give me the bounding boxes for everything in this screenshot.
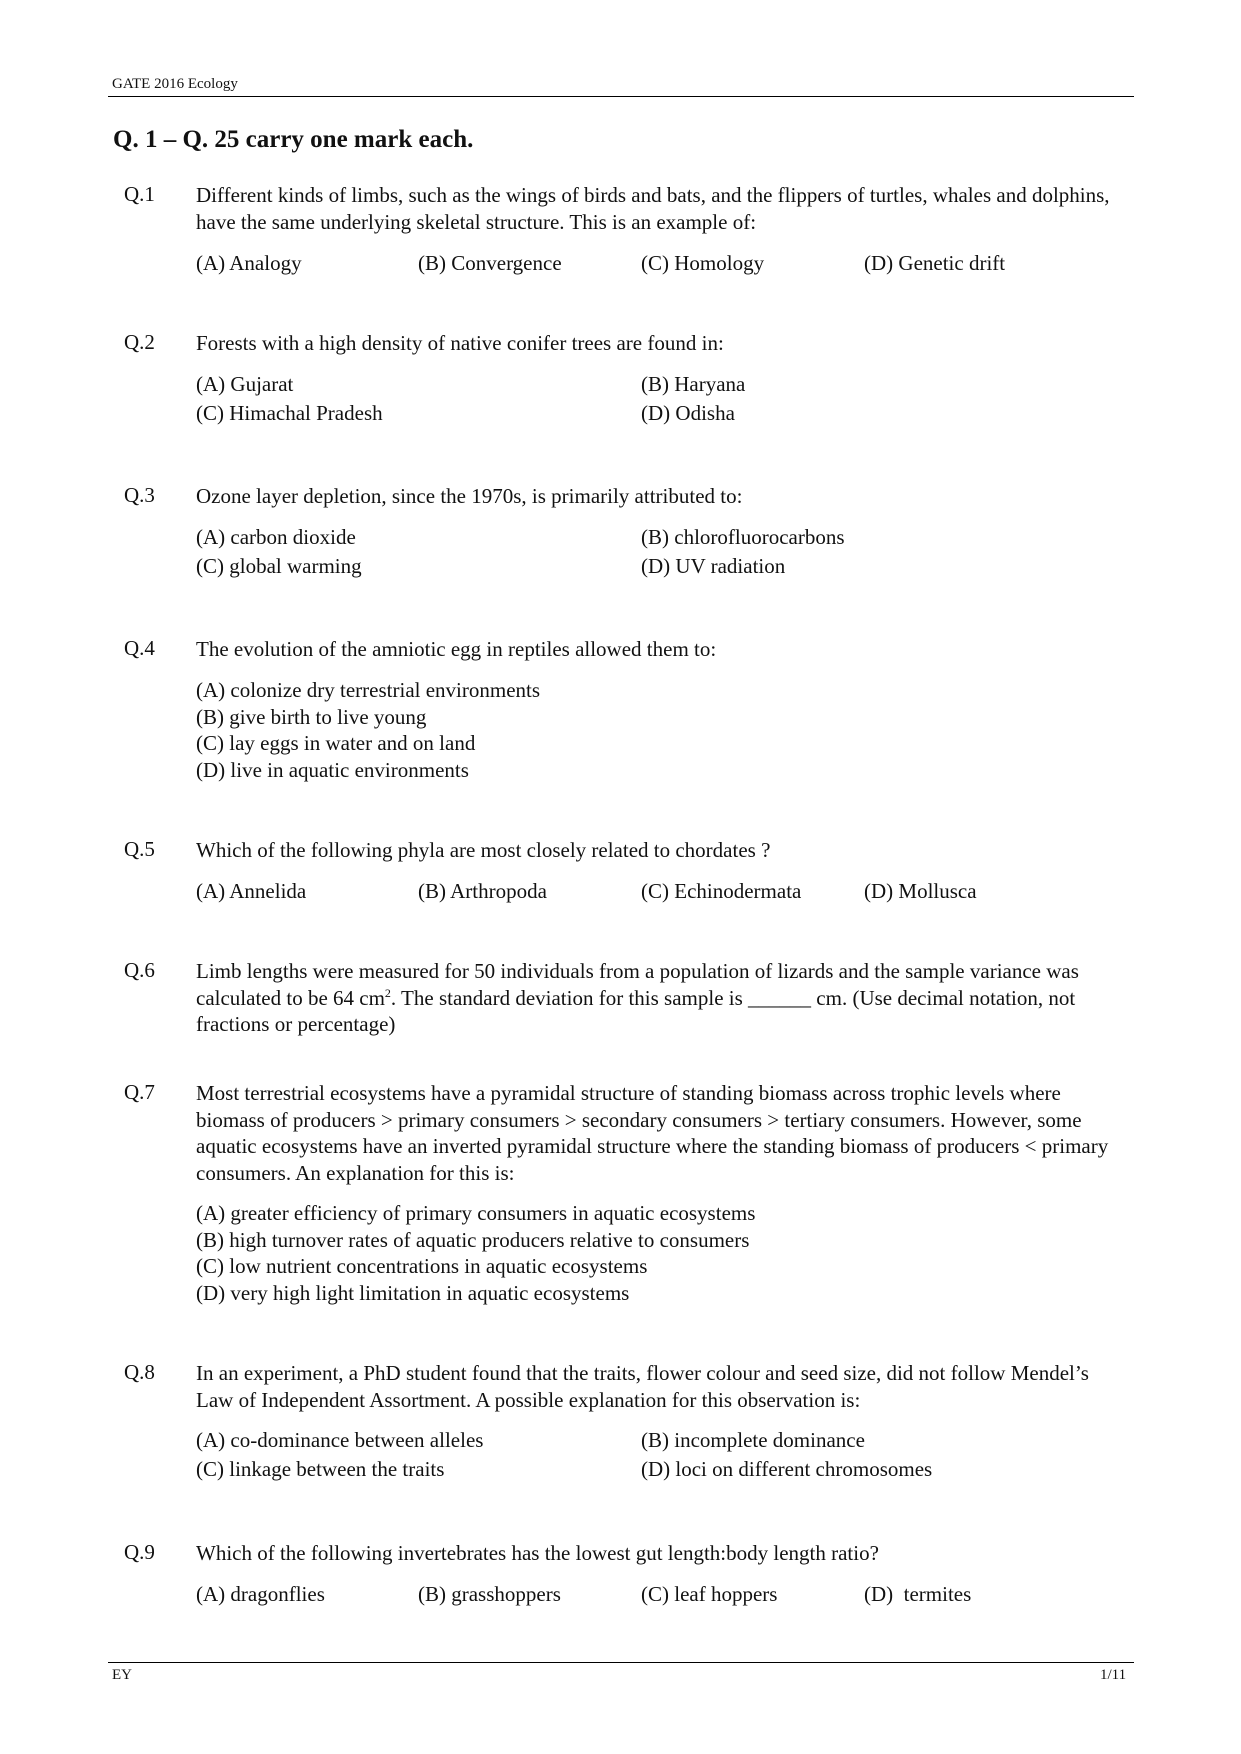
- option-d: (D) Mollusca: [864, 879, 977, 903]
- option-d: (D) termites: [864, 1582, 972, 1606]
- question-number: Q.4: [124, 636, 155, 660]
- option-d: (D) live in aquatic environments: [196, 758, 469, 782]
- option-b: (B) give birth to live young: [196, 705, 427, 729]
- question-text: Different kinds of limbs, such as the wings of birds and bats, and the flippers of turtles, whales and dolphins, have the same underlying skeletal structure. This is an example of:: [196, 183, 1110, 234]
- option-b: (B) Arthropoda: [418, 879, 547, 903]
- option-a: (A) greater efficiency of primary consumers in aquatic ecosystems: [196, 1201, 756, 1225]
- option-c: (C) leaf hoppers: [641, 1582, 778, 1606]
- option-d: (D) loci on different chromosomes: [641, 1457, 933, 1481]
- option-c: (C) low nutrient concentrations in aquatic ecosystems: [196, 1254, 648, 1278]
- option-b: (B) chlorofluorocarbons: [641, 525, 845, 549]
- option-b: (B) Haryana: [641, 372, 746, 396]
- question-text: Most terrestrial ecosystems have a pyramidal structure of standing biomass across trophic levels where biomass of producers > primary consumers > secondary consumers > tertiary consumers. However, some aquatic ecosystems have an inverted pyramidal structure where the standing biomass of producers < primary consumers. An explanation for this is:: [196, 1081, 1109, 1185]
- option-b: (B) Convergence: [418, 251, 562, 275]
- question-text: The evolution of the amniotic egg in reptiles allowed them to:: [196, 637, 717, 661]
- question-number: Q.9: [124, 1540, 155, 1564]
- option-a: (A) colonize dry terrestrial environments: [196, 678, 541, 702]
- header-divider: [108, 96, 1134, 97]
- option-d: (D) UV radiation: [641, 554, 786, 578]
- option-c: (C) linkage between the traits: [196, 1457, 445, 1481]
- option-a: (A) Analogy: [196, 251, 302, 275]
- question-text-part2: . The standard deviation for this sample is ______ cm. (Use decimal notation, not fractions or percentage): [196, 985, 1076, 1036]
- question-number: Q.1: [124, 182, 155, 206]
- option-a: (A) carbon dioxide: [196, 525, 356, 549]
- question-number: Q.5: [124, 837, 155, 861]
- question-text-part1: Limb lengths were measured for 50 individuals from a population of lizards and the sample variance was calculated to be 64 cm: [196, 959, 1079, 1010]
- question-number: Q.2: [124, 330, 155, 354]
- footer-code: EY: [112, 1667, 132, 1683]
- option-a: (A) Annelida: [196, 879, 307, 903]
- page-number: 1/11: [1100, 1667, 1127, 1683]
- option-c: (C) global warming: [196, 554, 362, 578]
- option-c: (C) lay eggs in water and on land: [196, 731, 476, 755]
- option-b: (B) grasshoppers: [418, 1582, 561, 1606]
- question-number: Q.8: [124, 1360, 155, 1384]
- section-title: Q. 1 – Q. 25 carry one mark each.: [113, 126, 474, 153]
- option-d: (D) Odisha: [641, 401, 735, 425]
- question-number: Q.6: [124, 958, 155, 982]
- option-d: (D) Genetic drift: [864, 251, 1006, 275]
- option-a: (A) co-dominance between alleles: [196, 1428, 484, 1452]
- question-number: Q.3: [124, 483, 155, 507]
- option-b: (B) high turnover rates of aquatic producers relative to consumers: [196, 1228, 750, 1252]
- question-text: Which of the following invertebrates has the lowest gut length:body length ratio?: [196, 1541, 879, 1565]
- superscript: 2: [384, 985, 391, 1000]
- question-text: In an experiment, a PhD student found that the traits, flower colour and seed size, did not follow Mendel’s Law of Independent Assortment. A possible explanation for this observation is:: [196, 1361, 1089, 1412]
- option-c: (C) Himachal Pradesh: [196, 401, 383, 425]
- question-text: Ozone layer depletion, since the 1970s, is primarily attributed to:: [196, 484, 743, 508]
- option-c: (C) Echinodermata: [641, 879, 802, 903]
- option-c: (C) Homology: [641, 251, 765, 275]
- question-text: [196, 958, 1126, 1038]
- question-text: Forests with a high density of native conifer trees are found in:: [196, 331, 724, 355]
- option-b: (B) incomplete dominance: [641, 1428, 865, 1452]
- option-d: (D) very high light limitation in aquatic ecosystems: [196, 1281, 630, 1305]
- header-title: GATE 2016 Ecology: [112, 76, 238, 92]
- option-a: (A) Gujarat: [196, 372, 294, 396]
- footer-divider: [108, 1662, 1134, 1663]
- option-a: (A) dragonflies: [196, 1582, 325, 1606]
- question-text: Which of the following phyla are most closely related to chordates ?: [196, 838, 771, 862]
- question-number: Q.7: [124, 1080, 155, 1104]
